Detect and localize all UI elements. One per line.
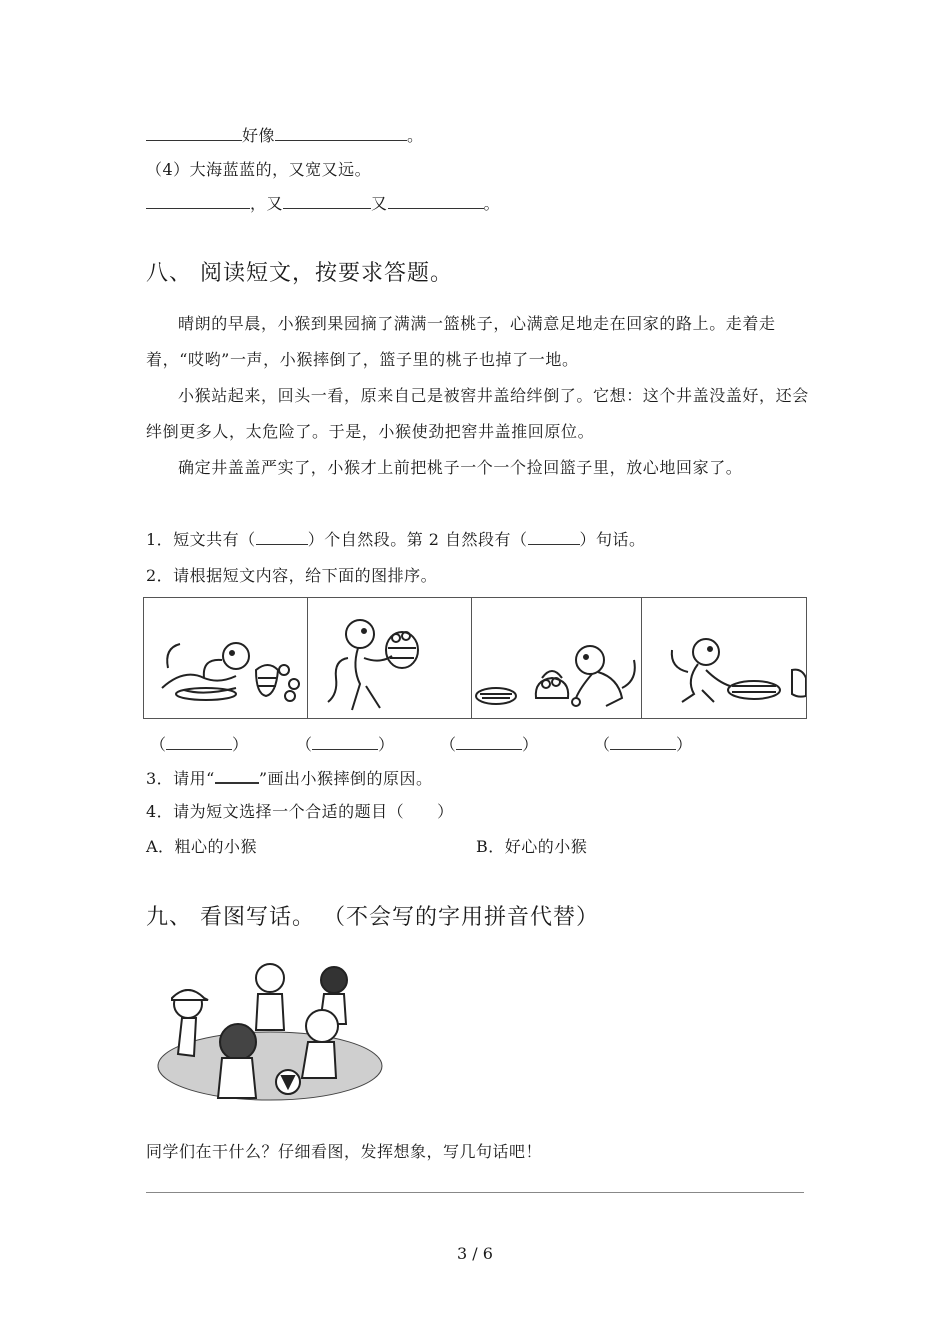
item-4-sentence: （4）大海蓝蓝的，又宽又远。 [146,160,372,179]
picture-sequence [143,597,807,719]
option-b[interactable]: B．好心的小猴 [476,837,588,856]
blank[interactable] [256,530,308,545]
option-a[interactable]: A．粗心的小猴 [146,837,258,856]
picture-panel-2 [307,597,473,719]
monkey-carrying-basket-icon [308,598,473,719]
question-2: 2．请根据短文内容，给下面的图排序。 [146,566,438,585]
question-4: 4．请为短文选择一个合适的题目（ ） [146,802,454,821]
blank[interactable] [275,126,407,141]
fill-line-you: ，又 又 。 [146,194,500,214]
underline-sample [215,768,259,784]
question-1: 1．短文共有（ ）个自然段。第 2 自然段有（ ）句话。 [146,530,646,549]
writing-prompt: 同学们在干什么？仔细看图，发挥想象，写几句话吧！ [146,1142,543,1161]
question-3: 3．请用“ ”画出小猴摔倒的原因。 [146,769,433,788]
passage-para-1: 晴朗的早晨，小猴到果园摘了满满一篮桃子，心满意足地走在回家的路上。走着走着，“哎哟”一声，小猴摔倒了，篮子里的桃子也掉了一地。 [146,314,776,369]
blank[interactable] [283,194,371,209]
order-blank-4[interactable]: （ ） [594,735,693,754]
passage-para-3: 确定井盖盖严实了，小猴才上前把桃子一个一个捡回篮子里，放心地回家了。 [178,458,743,477]
monkey-pushing-cover-icon [642,598,807,719]
picture-panel-3 [471,597,643,719]
passage-para-2: 小猴站起来，回头一看，原来自己是被窖井盖给绊倒了。它想：这个井盖没盖好，还会绊倒更多人，太危险了。于是，小猴使劲把窖井盖推回原位。 [146,386,809,441]
blank[interactable] [528,530,580,545]
kids-playing-football-picture [152,958,388,1118]
answer-line[interactable] [146,1192,804,1193]
order-blank-3[interactable]: （ ） [440,735,539,754]
section-9-heading: 九、 看图写话。 （不会写的字用拼音代替） [146,905,599,930]
page-number: 3 / 6 [457,1244,493,1263]
picture-panel-4 [641,597,807,719]
picture-panel-1 [143,597,309,719]
fill-line-haoxiang: 好像 。 [146,126,424,146]
order-blank-2[interactable]: （ ） [296,735,395,754]
blank[interactable] [146,126,242,141]
monkey-fallen-icon [144,598,309,719]
monkey-picking-peaches-icon [472,598,643,719]
reading-passage [146,306,810,486]
blank[interactable] [146,194,250,209]
children-football-icon [152,958,388,1118]
order-blank-1[interactable]: （ ） [150,735,249,754]
section-8-heading: 八、 阅读短文，按要求答题。 [146,261,453,286]
blank[interactable] [388,194,484,209]
